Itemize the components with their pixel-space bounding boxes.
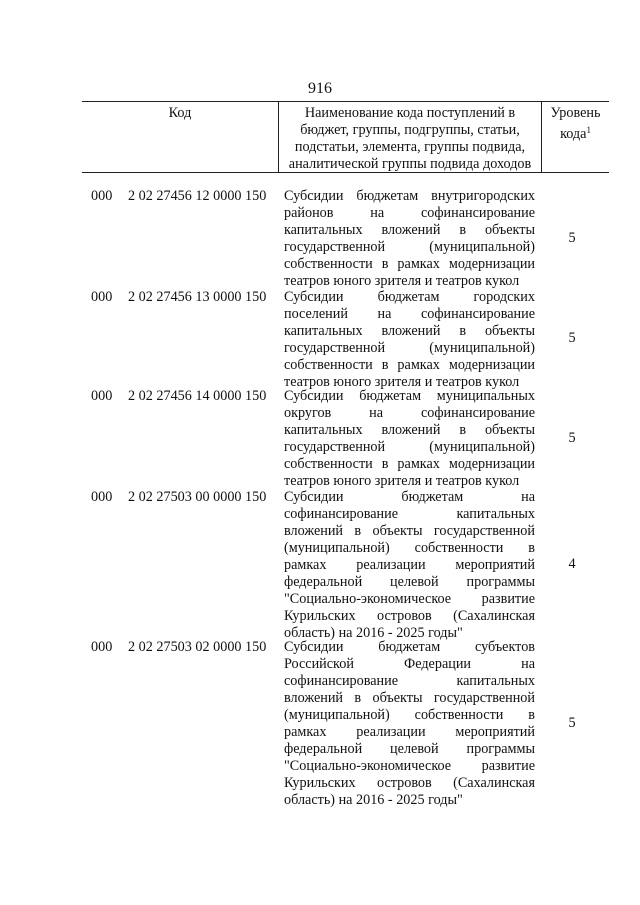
code-level: 5 xyxy=(568,330,576,346)
header-level xyxy=(542,105,609,143)
revenue-code: 2 02 27503 00 0000 150 xyxy=(128,489,267,505)
header-level-footnote: 1 xyxy=(586,125,591,135)
revenue-code: 2 02 27456 14 0000 150 xyxy=(128,388,267,404)
revenue-code: 2 02 27503 02 0000 150 xyxy=(128,639,267,655)
table-header xyxy=(82,101,609,173)
code-description: Субсидии бюджетам субъектов Российской Федерации на софинансирование капитальных вложений в объекты государственной (муниципальной) собственности в рамках реализации мероприятий федеральной целевой программы "Социально-экономическое развитие Курильских островов (Сахалинская область) на 2016 - 2025 годы" xyxy=(284,639,535,808)
admin-code: 000 xyxy=(91,188,113,204)
header-level-text: Уровень кода xyxy=(550,105,601,142)
code-level: 5 xyxy=(568,715,576,731)
header-code: Код xyxy=(168,105,192,121)
code-description: Субсидии бюджетам внутригородских районов на софинансирование капитальных вложений в объекты государственной (муниципальной) собственности в рамках модернизации театров юного зрителя и театров кукол xyxy=(284,188,535,289)
admin-code: 000 xyxy=(91,489,113,505)
code-level: 4 xyxy=(568,556,576,572)
revenue-code: 2 02 27456 13 0000 150 xyxy=(128,289,267,305)
code-level: 5 xyxy=(568,430,576,446)
revenue-code: 2 02 27456 12 0000 150 xyxy=(128,188,267,204)
admin-code: 000 xyxy=(91,388,113,404)
code-description: Субсидии бюджетам муниципальных округов на софинансирование капитальных вложений в объекты государственной (муниципальной) собственности в рамках модернизации театров юного зрителя и театров кукол xyxy=(284,388,535,489)
admin-code: 000 xyxy=(91,639,113,655)
header-name: Наименование кода поступлений в бюджет, группы, подгруппы, статьи, подстатьи, элемента, группы подвида, аналитической группы подвида доходов xyxy=(288,105,532,172)
code-description: Субсидии бюджетам на софинансирование капитальных вложений в объекты государственной (муниципальной) собственности в рамках реализации мероприятий федеральной целевой программы "Социально-экономическое развитие Курильских островов (Сахалинская область) на 2016 - 2025 годы" xyxy=(284,489,535,641)
code-description: Субсидии бюджетам городских поселений на софинансирование капитальных вложений в объекты государственной (муниципальной) собственности в рамках модернизации театров юного зрителя и театров кукол xyxy=(284,289,535,390)
page-number: 916 xyxy=(308,80,332,97)
code-level: 5 xyxy=(568,230,576,246)
admin-code: 000 xyxy=(91,289,113,305)
